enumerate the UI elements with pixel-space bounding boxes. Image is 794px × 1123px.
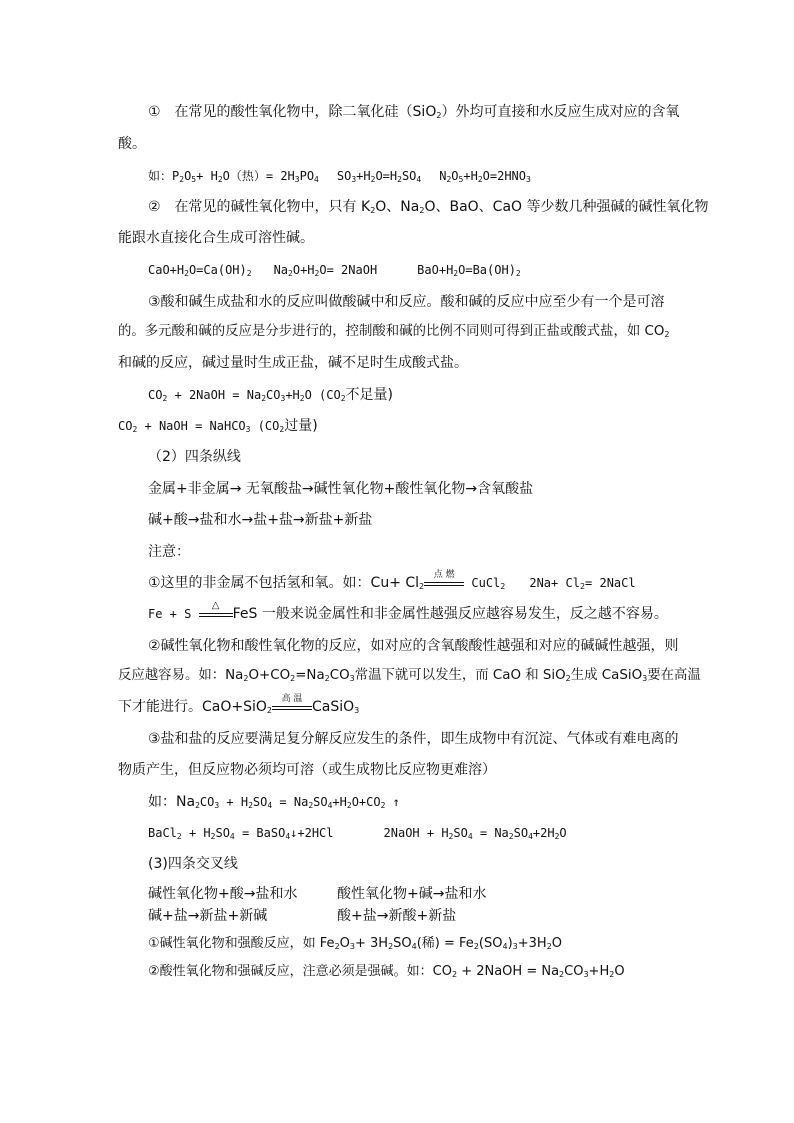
- equation-2: $CaO+H_2O=Ca(OH)_2$ $Na_2O+H_2O=$ 2NaOH $BaO+H_2O=Ba(OH)_2$: [148, 263, 521, 278]
- note-2-line-1: ②碱性氧化物和酸性氧化物的反应，如对应的含氧酸酸性越强和对应的碱碱性越强，则: [148, 638, 679, 654]
- note-label: 注意：: [148, 544, 190, 560]
- section-heading-vertical-lines: （2）四条纵线: [148, 449, 241, 465]
- equation-3: $CO_2$ + 2NaOH = $Na_2CO_3+H_2O$ ($CO_2$不足量): [148, 387, 394, 403]
- cross-line-4: 酸+盐→新酸+新盐: [337, 908, 457, 924]
- paragraph-3-line-2: 的。多元酸和碱的反应是分步进行的，控制酸和碱的比例不同则可得到正盐或酸式盐，如 $CO_2$: [118, 324, 670, 339]
- paragraph-2-line-1: ② 在常见的碱性氧化物中，只有 $K_2O$、$Na_2O$、BaO、CaO 等少数几种强碱的碱性氧化物: [148, 199, 709, 215]
- condition-heat: △: [199, 607, 233, 621]
- section-heading-cross-lines: (3)四条交叉线: [148, 856, 238, 872]
- paragraph-3-line-3: 和碱的反应，碱过量时生成正盐，碱不足时生成酸式盐。: [118, 355, 468, 371]
- cross-note-2: ②酸性氧化物和强碱反应，注意必须是强碱。如：$CO_2$ + 2NaOH = $Na_2CO_3+H_2O$: [148, 964, 625, 979]
- equation-4: $CO_2$ + NaOH = NaHCO$_3$ ($CO_2$过量): [118, 418, 318, 434]
- note-1-line-2: Fe + S △ FeS 一般来说金属性和非金属性越强反应越容易发生，反之越不容易。: [148, 600, 668, 622]
- equation-1: 如：$P_2O_5+ H_2O$（热）= $2H_3PO_4$ $SO_3+H_2O=H_2SO_4$ $N_2O_5+H_2O=2HNO_3$: [148, 169, 531, 184]
- cross-line-3: 碱+盐→新盐+新碱: [148, 908, 268, 924]
- condition-ignite: 点 燃: [424, 576, 464, 590]
- vertical-line-2: 碱+酸→盐和水→盐+盐→新盐+新盐: [148, 512, 373, 528]
- vertical-line-1: 金属+非金属→ 无氧酸盐→碱性氧化物+酸性氧化物→含氧酸盐: [148, 481, 534, 497]
- note-1-line-1: ①这里的非金属不包括氢和氧。如：$Cu+ Cl_2$ 点 燃 CuCl$_2$ $2Na+ Cl_2=$ 2NaCl: [148, 570, 636, 591]
- paragraph-3-line-1: ③酸和碱生成盐和水的反应叫做酸碱中和反应。酸和碱的反应中应至少有一个是可溶: [148, 294, 665, 310]
- paragraph-1-line-2: 酸。: [118, 136, 146, 152]
- paragraph-2-line-2: 能跟水直接化合生成可溶性碱。: [118, 230, 314, 246]
- cross-note-1: ①碱性氧化物和强酸反应，如 $Fe_2O_3+ 3H_2SO_4$(稀) = $Fe_2(SO_4)_3+3H_2O$: [148, 936, 563, 951]
- note-2-line-2: 反应越容易。如：$Na_2O+CO_2=Na_2CO_3$常温下就可以发生，而 CaO 和 SiO$_2$生成 CaSiO$_3$要在高温: [118, 668, 701, 683]
- equation-6: BaCl$_2$ + $H_2SO_4$ = BaSO$_4$↓+2HCl 2NaOH + $H_2SO_4 = Na_2SO_4+2H_2O$: [148, 826, 567, 841]
- note-2-line-3: 下才能进行。CaO+SiO$_2$ 高 温 CaSiO$_3$: [118, 694, 360, 715]
- cross-line-1: 碱性氧化物+酸→盐和水: [148, 886, 298, 902]
- equation-5: 如：$Na_2CO_3 + H_2SO_4 = Na_2SO_4+H_2O+CO_2$ ↑: [148, 794, 400, 810]
- note-3-line-2: 物质产生，但反应物必须均可溶（或生成物比反应物更难溶）: [118, 762, 496, 778]
- note-3-line-1: ③盐和盐的反应要满足复分解反应发生的条件，即生成物中有沉淀、气体或有难电离的: [148, 731, 679, 747]
- cross-line-2: 酸性氧化物+碱→盐和水: [337, 886, 487, 902]
- condition-high-temp: 高 温: [272, 700, 312, 714]
- paragraph-1-line-1: ① 在常见的酸性氧化物中，除二氧化硅（SiO$_2$）外均可直接和水反应生成对应的含氧: [148, 104, 680, 120]
